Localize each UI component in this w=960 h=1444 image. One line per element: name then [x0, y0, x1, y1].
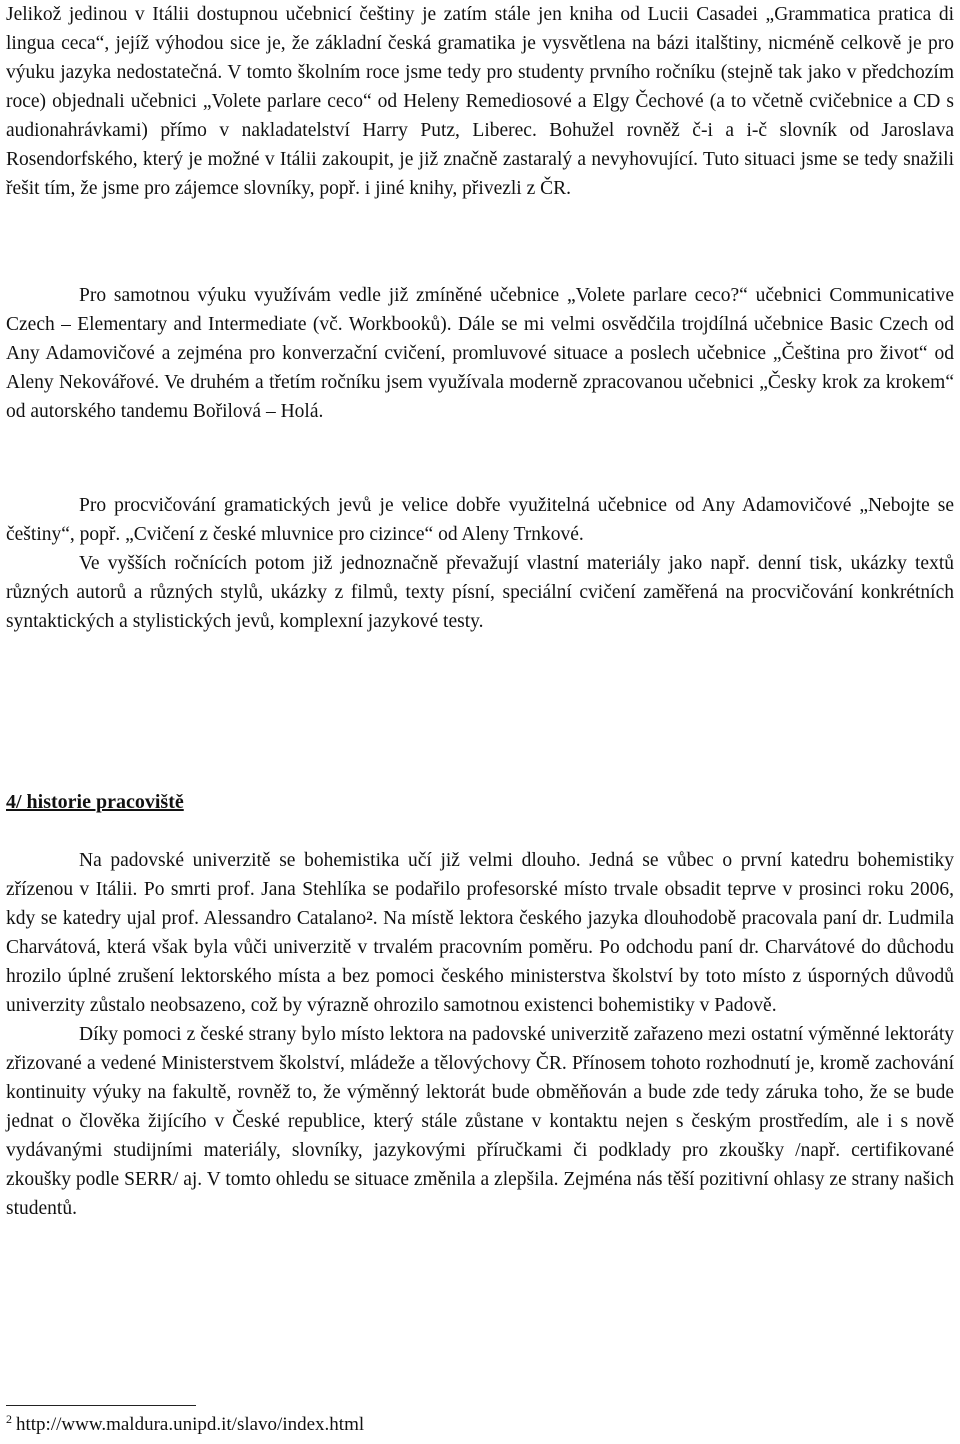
footnote-link[interactable]: http://www.maldura.unipd.it/slavo/index.html [16, 1414, 365, 1435]
paragraph-lectorate: Díky pomoci z české strany bylo místo lektora na padovské univerzitě zařazeno mezi ostatní výměnné lektoráty zřizované a vedené Ministerstvem školství, mládeže a tělovýchovy ČR. Přínosem tohoto rozhodnutí je, kromě zachování kontinuity výuky na fakultě, rovněž to, že výměnný lektorát bude obměňován a bude zde tedy záruka toho, že se bude jednat o člověka žijícího v České republice, který stále zůstane v kontaktu nejen s českým prostředím, ale i s nově vydávanými studijními materiály, slovníky, jazykovými příručkami či podklady pro zkoušky /např. certifikované zkoušky podle SERR/ aj. V tomto ohledu se situace změnila a zlepšila. Zejména nás těší pozitivní ohlasy ze strany našich studentů. [6, 1024, 954, 1219]
section-history [6, 846, 954, 1223]
section-teaching-materials [6, 281, 954, 426]
footnote-reference[interactable]: 2 [366, 908, 373, 923]
paragraph-grammar-practice: Pro procvičování gramatických jevů je velice dobře využitelná učebnice od Any Adamovičové „Nebojte se češtiny“, popř. „Cvičení z české mluvnice pro cizince“ od Aleny Trnkové. [6, 495, 954, 545]
paragraph-history-padova [6, 846, 954, 1020]
footnote [6, 1413, 364, 1437]
section-heading-history: 4/ historie pracoviště [6, 791, 184, 813]
section-textbooks [6, 0, 954, 203]
paragraph-textbook-availability: Jelikož jedinou v Itálii dostupnou učebnicí češtiny je zatím stále jen kniha od Lucii Casadei „Grammatica pratica di lingua ceca“, jejíž výhodou sice je, že základní česká gramatika je vysvětlena na bázi italštiny, nicméně celkově je pro výuku jazyka nedostatečná. V tomto školním roce jsme tedy pro studenty prvního ročníku (stejně tak jako v předchozím roce) objednali učebnici „Volete parlare ceco“ od Heleny Remediosové a Elgy Čechové (a to včetně cvičebnice a CD s audionahrávkami) přímo v nakladatelství Harry Putz, Liberec. Bohužel rovněž č-i a i-č slovník od Jaroslava Rosendorfského, který je možné v Itálii zakoupit, je již značně zastaralý a nevyhovující. Tuto situaci jsme se tedy snažili řešit tím, že jsme pro zájemce slovníky, popř. i jiné knihy, přivezli z ČR. [6, 4, 954, 199]
footnote-number: 2 [6, 1412, 12, 1426]
history-text-part-2: . Na místě lektora českého jazyka dlouhodobě pracovala paní dr. Ludmila Charvátová, která však byla vůči univerzitě v trvalém pracovním poměru. Po odchodu paní dr. Charvátové do důchodu hrozilo úplné zrušení lektorského místa a bez pomoci českého ministerstva školství by toto místo z úsporných důvodů univerzity zůstalo neobsazeno, což by výrazně ohrozilo samotnou existenci bohemistiky v Padově. [6, 908, 954, 1016]
paragraph-teaching-textbooks: Pro samotnou výuku využívám vedle již zmíněné učebnice „Volete parlare ceco?“ učebnici Communicative Czech – Elementary and Intermediate (vč. Workbooků). Dále se mi velmi osvědčila trojdílná učebnice Basic Czech od Any Adamovičové a zejména pro konverzační cvičení, promluvové situace a poslech učebnice „Čeština pro život“ od Aleny Nekovářové. Ve druhém a třetím ročníku jsem využívala moderně zpracovanou učebnici „Česky krok za krokem“ od autorského tandemu Bořilová – Holá. [6, 285, 954, 422]
section-grammar-practice [6, 491, 954, 636]
footnote-divider [6, 1405, 196, 1406]
history-text-part-1: Na padovské univerzitě se bohemistika učí již velmi dlouho. Jedná se vůbec o první katedru bohemistiky zřízenou v Itálii. Po smrti prof. Jana Stehlíka se podařilo profesorské místo trvale obsadit teprve v prosinci roku 2006, kdy se katedry ujal prof. Alessandro Catalano [6, 850, 954, 929]
paragraph-higher-years: Ve vyšších ročnících potom již jednoznačně převažují vlastní materiály jako např. denní tisk, ukázky textů různých autorů a různých stylů, ukázky z filmů, texty písní, speciální cvičení zaměřená na procvičování konkrétních syntaktických a stylistických jevů, komplexní jazykové testy. [6, 553, 954, 632]
